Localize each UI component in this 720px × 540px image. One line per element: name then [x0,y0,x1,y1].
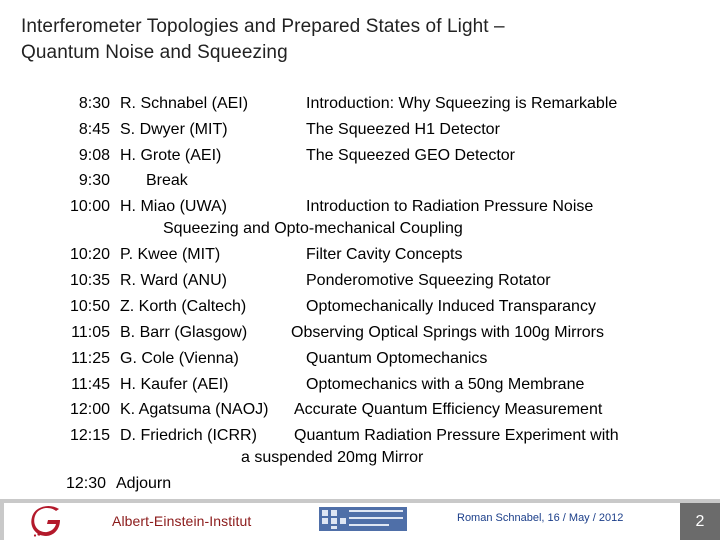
talk-cell: Squeezing and Opto-mechanical Coupling [163,220,463,237]
slide-page-number: 2 [680,503,720,540]
speaker-cell: Z. Korth (Caltech) [120,298,247,315]
speaker-cell: G. Cole (Vienna) [120,350,239,367]
time-cell: 8:45 [78,121,110,138]
talk-cell: Optomechanics with a 50ng Membrane [306,376,585,393]
time-cell: 11:05 [71,324,110,341]
title-line-2: Quantum Noise and Squeezing [21,42,288,63]
speaker-cell: P. Kwee (MIT) [120,246,221,263]
time-cell: 10:35 [69,272,110,289]
schedule-row [0,195,720,219]
schedule-row [0,424,720,448]
schedule-row [0,92,720,116]
schedule-row-continuation [0,217,720,241]
speaker-cell: D. Friedrich (ICRR) [120,427,257,444]
time-cell: 10:50 [69,298,110,315]
schedule-row [0,321,720,345]
schedule-row [0,295,720,319]
schedule-row [0,118,720,142]
talk-cell: Ponderomotive Squeezing Rotator [306,272,551,289]
talk-cell: Filter Cavity Concepts [306,246,463,263]
schedule-row [0,144,720,168]
talk-cell: Observing Optical Springs with 100g Mirrors [291,324,605,341]
time-cell: 9:08 [78,147,110,164]
university-logo-wordmark-line [349,524,389,526]
author-date-credit: Roman Schnabel, 16 / May / 2012 [457,512,624,524]
schedule-row-adjourn [0,472,720,496]
talk-cell: The Squeezed GEO Detector [306,147,515,164]
aei-logo-icon [30,505,64,537]
talk-cell: The Squeezed H1 Detector [306,121,500,138]
university-logo-wordmark-line [349,510,403,512]
time-cell: 12:30 [66,475,107,492]
university-logo-wordmark-line [349,517,403,519]
schedule-row [0,373,720,397]
talk-cell: Introduction: Why Squeezing is Remarkable [306,95,618,112]
speaker-cell: Break [146,172,188,189]
institute-name: Albert-Einstein-Institut [112,513,252,529]
speaker-cell: K. Agatsuma (NAOJ) [120,401,269,418]
speaker-cell: S. Dwyer (MIT) [120,121,228,138]
time-cell: 12:00 [69,401,110,418]
talk-cell: Optomechanically Induced Transparancy [306,298,596,315]
schedule-row [0,398,720,422]
schedule-row [0,169,720,193]
schedule-row-continuation [0,446,720,470]
talk-cell: Accurate Quantum Efficiency Measurement [294,401,603,418]
time-cell: 8:30 [78,95,110,112]
speaker-cell: H. Kaufer (AEI) [120,376,229,393]
time-cell: 11:25 [71,350,110,367]
speaker-cell: Adjourn [116,475,172,492]
time-cell: 11:45 [71,376,110,393]
speaker-cell: H. Miao (UWA) [120,198,227,215]
talk-cell: a suspended 20mg Mirror [241,449,424,466]
time-cell: 9:30 [78,172,110,189]
schedule-row [0,243,720,267]
time-cell: 12:15 [69,427,110,444]
talk-cell: Quantum Optomechanics [306,350,488,367]
university-logo-icon [319,507,407,531]
talk-cell: Quantum Radiation Pressure Experiment with [294,427,619,444]
time-cell: 10:00 [69,198,110,215]
speaker-cell: R. Schnabel (AEI) [120,95,249,112]
time-cell: 10:20 [69,246,110,263]
schedule-row [0,269,720,293]
slide-title [21,14,505,66]
talk-cell: Introduction to Radiation Pressure Noise [306,198,594,215]
title-line-1: Interferometer Topologies and Prepared States of Light – [21,16,505,37]
speaker-cell: H. Grote (AEI) [120,147,222,164]
speaker-cell: R. Ward (ANU) [120,272,227,289]
schedule-row [0,347,720,371]
speaker-cell: B. Barr (Glasgow) [120,324,248,341]
